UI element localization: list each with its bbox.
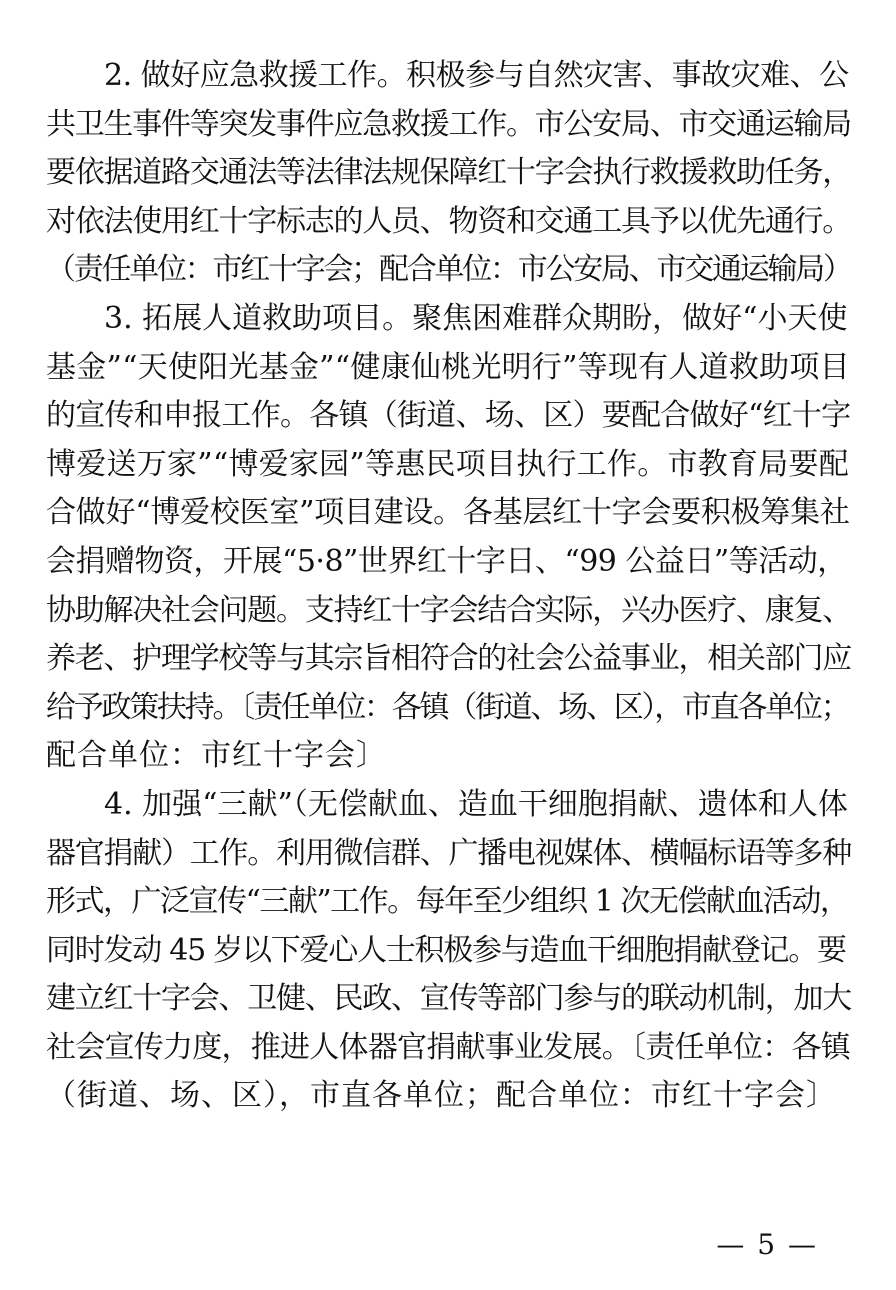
text-line: （街道、场、区），市直各单位；配合单位：市红十字会〕 — [46, 1078, 837, 1114]
text-line: 器官捐献）工作。利用微信群、广播电视媒体、横幅标语等多种 — [46, 835, 851, 871]
text-line: 的宣传和申报工作。各镇（街道、场、区）要配合做好“红十字 — [46, 398, 851, 434]
text-line: 对依法使用红十字标志的人员、物资和交通工具予以优先通行。 — [46, 203, 851, 239]
text-line: 3. 拓展人道救助项目。聚焦困难群众期盼，做好“小天使 — [104, 300, 848, 336]
text-line: 共卫生事件等突发事件应急救援工作。市公安局、市交通运输局 — [46, 106, 851, 142]
text-line: 建立红十字会、卫健、民政、宣传等部门参与的联动机制，加大 — [46, 981, 851, 1017]
text-line: （责任单位：市红十字会；配合单位：市公安局、市交通运输局） — [46, 252, 851, 288]
text-line: 养老、护理学校等与其宗旨相符合的社会公益事业，相关部门应 — [46, 641, 851, 677]
text-line: 合做好“博爱校医室”项目建设。各基层红十字会要积极筹集社 — [46, 495, 850, 531]
text-line: 要依据道路交通法等法律法规保障红十字会执行救援救助任务， — [46, 155, 851, 191]
text-line: 基金”“天使阳光基金”“健康仙桃光明行”等现有人道救助项目 — [46, 349, 850, 385]
text-line: 给予政策扶持。〔责任单位：各镇（街道、场、区），市直各单位； — [46, 689, 849, 725]
paragraph-emergency-rescue — [46, 52, 852, 295]
text-line: 博爱送万家”“博爱家园”等惠民项目执行工作。市教育局要配 — [46, 446, 850, 482]
text-line: 配合单位：市红十字会〕 — [46, 738, 387, 774]
text-line: 形式，广泛宣传“三献”工作。每年至少组织 1 次无偿献血活动， — [46, 884, 849, 920]
document-body — [46, 52, 852, 1121]
text-line: 社会宣传力度，推进人体器官捐献事业发展。〔责任单位：各镇 — [46, 1029, 850, 1065]
page-number: — 5 — — [716, 1228, 818, 1261]
text-line: 2. 做好应急救援工作。积极参与自然灾害、事故灾难、公 — [104, 58, 849, 93]
text-line: 协助解决社会问题。支持红十字会结合实际，兴办医疗、康复、 — [46, 592, 851, 628]
paragraph-humanitarian-projects — [46, 295, 852, 781]
paragraph-three-donations — [46, 781, 852, 1121]
text-line: 同时发动 45 岁以下爱心人士积极参与造血干细胞捐献登记。要 — [46, 932, 846, 968]
text-line: 4. 加强“三献”（无偿献血、造血干细胞捐献、遗体和人体 — [104, 786, 848, 822]
text-line: 会捐赠物资，开展“5·8”世界红十字日、“99 公益日”等活动， — [46, 543, 847, 579]
